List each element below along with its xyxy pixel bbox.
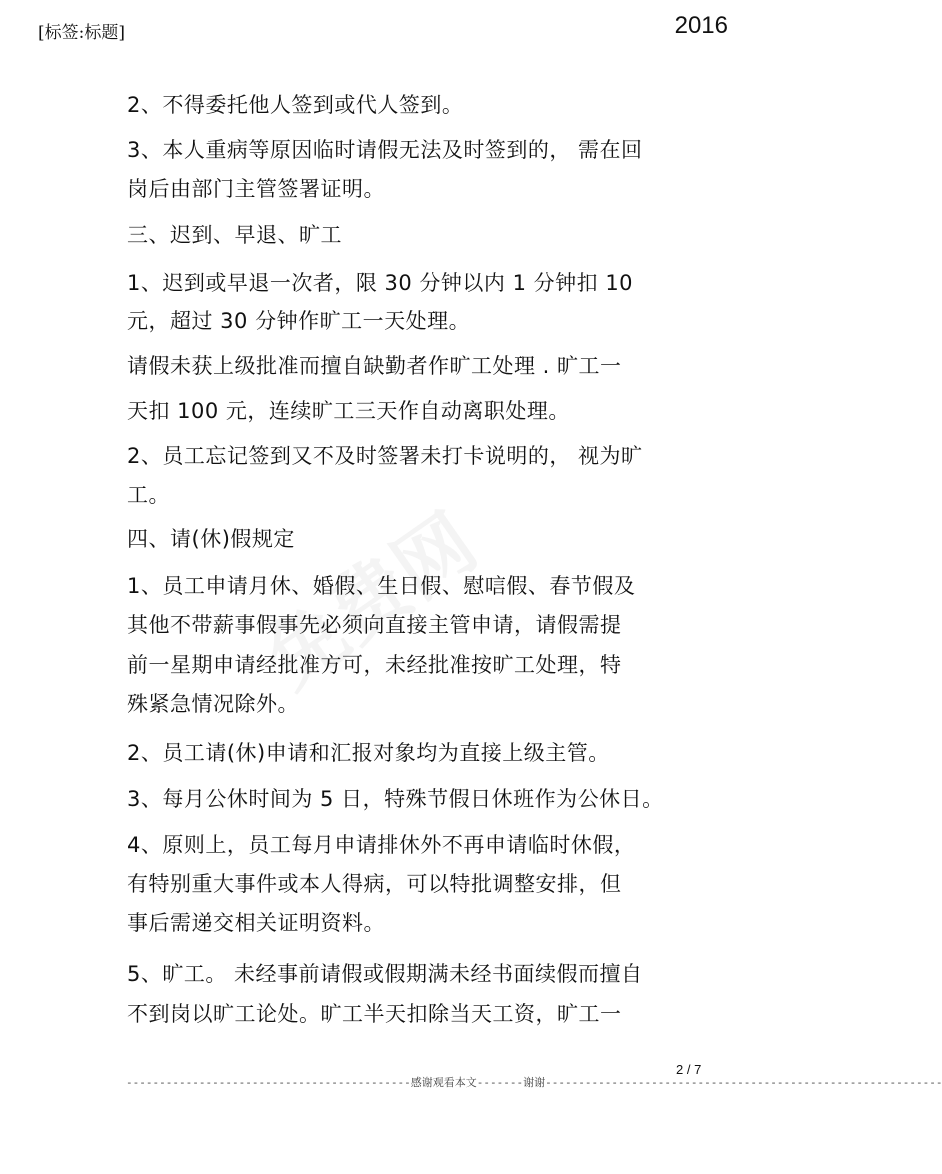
body-line: 2、不得委托他人签到或代人签到。 bbox=[127, 93, 464, 117]
body-line: 不到岗以旷工论处。旷工半天扣除当天工资，旷工一 bbox=[127, 1002, 622, 1026]
body-line: 其他不带薪事假事先必须向直接主管申请，请假需提 bbox=[127, 613, 622, 637]
section-heading: 三、迟到、早退、旷工 bbox=[127, 223, 342, 247]
body-line: 事后需递交相关证明资料。 bbox=[127, 911, 385, 935]
section-heading: 四、请(休)假规定 bbox=[127, 527, 295, 551]
footer-note: -------------------------------------------感谢观看本文-------谢谢------------------------------------------------------------ bbox=[126, 1076, 942, 1089]
header-tag: [标签:标题] bbox=[38, 23, 125, 43]
body-line: 1、迟到或早退一次者，限 30 分钟以内 1 分钟扣 10 bbox=[127, 271, 634, 295]
body-line: 天扣 100 元，连续旷工三天作自动离职处理。 bbox=[127, 399, 570, 423]
page-number: 2 / 7 bbox=[676, 1062, 702, 1077]
body-line: 3、本人重病等原因临时请假无法及时签到的， 需在回 bbox=[127, 138, 643, 162]
body-line: 3、每月公休时间为 5 日，特殊节假日休班作为公休日。 bbox=[127, 787, 664, 811]
body-line: 前一星期申请经批准方可，未经批准按旷工处理，特 bbox=[127, 653, 622, 677]
body-line: 2、员工忘记签到又不及时签署未打卡说明的， 视为旷 bbox=[127, 444, 643, 468]
body-line: 工。 bbox=[127, 483, 170, 507]
header-year: 2016 bbox=[674, 12, 728, 39]
body-line: 岗后由部门主管签署证明。 bbox=[127, 177, 385, 201]
body-line: 请假未获上级批准而擅自缺勤者作旷工处理 . 旷工一 bbox=[127, 354, 622, 378]
body-line: 1、员工申请月休、婚假、生日假、慰唁假、春节假及 bbox=[127, 574, 636, 598]
body-line: 5、旷工。 未经事前请假或假期满未经书面续假而擅自 bbox=[127, 962, 643, 986]
body-line: 殊紧急情况除外。 bbox=[127, 692, 299, 716]
body-line: 有特别重大事件或本人得病，可以特批调整安排，但 bbox=[127, 872, 622, 896]
body-line: 元，超过 30 分钟作旷工一天处理。 bbox=[127, 309, 471, 333]
body-line: 4、原则上，员工每月申请排休外不再申请临时休假， bbox=[127, 833, 636, 857]
body-line: 2、员工请(休)申请和汇报对象均为直接上级主管。 bbox=[127, 741, 610, 765]
